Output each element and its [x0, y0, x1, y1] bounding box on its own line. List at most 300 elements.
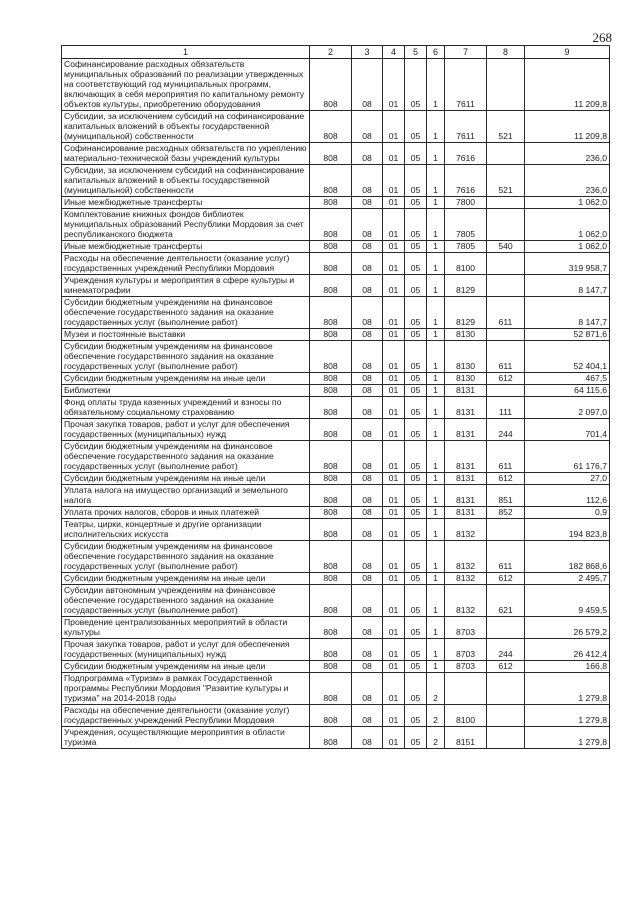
code-cell-c8: 612: [487, 373, 525, 385]
row-name-cell: Субсидии бюджетным учреждениям на иные цели: [62, 573, 310, 585]
code-cell-c4: 01: [383, 639, 405, 661]
code-cell-c4: 01: [383, 673, 405, 705]
code-cell-c4: 01: [383, 617, 405, 639]
row-name-cell: Субсидии, за исключением субсидий на софинансирование капитальных вложений в объекты государственной (муниципальной) собственности: [62, 165, 310, 197]
code-cell-c3: 08: [352, 373, 383, 385]
table-row: [62, 705, 610, 727]
code-cell-c8: 611: [487, 441, 525, 473]
row-name-cell: Субсидии бюджетным учреждениям на иные цели: [62, 473, 310, 485]
code-cell-c2: 808: [310, 143, 352, 165]
code-cell-c3: 08: [352, 661, 383, 673]
code-cell-c7: 8131: [445, 385, 487, 397]
amount-cell: 166,8: [525, 661, 610, 673]
code-cell-c6: 1: [427, 441, 445, 473]
code-cell-c6: 1: [427, 639, 445, 661]
amount-cell: 236,0: [525, 143, 610, 165]
code-cell-c6: 1: [427, 59, 445, 111]
row-name-cell: Субсидии автономным учреждениям на финансовое обеспечение государственного задания на оказание государственных услуг (выполнение работ): [62, 585, 310, 617]
amount-cell: 11 209,8: [525, 59, 610, 111]
code-cell-c3: 08: [352, 165, 383, 197]
code-cell-c3: 08: [352, 639, 383, 661]
row-name-cell: Уплата налога на имущество организаций и земельного налога: [62, 485, 310, 507]
row-name-cell: Субсидии бюджетным учреждениям на финансовое обеспечение государственного задания на оказание государственных услуг (выполнение работ): [62, 541, 310, 573]
table-row: [62, 275, 610, 297]
code-cell-c3: 08: [352, 705, 383, 727]
code-cell-c7: 8130: [445, 341, 487, 373]
code-cell-c6: 1: [427, 143, 445, 165]
code-cell-c2: 808: [310, 507, 352, 519]
code-cell-c8: [487, 519, 525, 541]
code-cell-c5: 05: [405, 209, 427, 241]
code-cell-c3: 08: [352, 209, 383, 241]
code-cell-c2: 808: [310, 275, 352, 297]
code-cell-c2: 808: [310, 727, 352, 749]
code-cell-c7: 8131: [445, 397, 487, 419]
code-cell-c8: [487, 329, 525, 341]
row-name-cell: Театры, цирки, концертные и другие организации исполнительских искусств: [62, 519, 310, 541]
code-cell-c6: 1: [427, 507, 445, 519]
code-cell-c6: 1: [427, 661, 445, 673]
code-cell-c2: 808: [310, 241, 352, 253]
code-cell-c8: 540: [487, 241, 525, 253]
code-cell-c7: 7616: [445, 165, 487, 197]
code-cell-c2: 808: [310, 673, 352, 705]
code-cell-c5: 05: [405, 341, 427, 373]
code-cell-c6: 1: [427, 519, 445, 541]
code-cell-c6: 2: [427, 673, 445, 705]
column-header-6: 6: [427, 46, 445, 59]
code-cell-c7: 8131: [445, 419, 487, 441]
table-row: [62, 507, 610, 519]
code-cell-c3: 08: [352, 341, 383, 373]
amount-cell: 26 579,2: [525, 617, 610, 639]
row-name-cell: Субсидии бюджетным учреждениям на иные цели: [62, 661, 310, 673]
amount-cell: 1 279,8: [525, 705, 610, 727]
table-row: [62, 397, 610, 419]
column-header-7: 7: [445, 46, 487, 59]
code-cell-c3: 08: [352, 143, 383, 165]
code-cell-c2: 808: [310, 397, 352, 419]
row-name-cell: Уплата прочих налогов, сборов и иных платежей: [62, 507, 310, 519]
code-cell-c4: 01: [383, 297, 405, 329]
code-cell-c5: 05: [405, 385, 427, 397]
code-cell-c3: 08: [352, 111, 383, 143]
code-cell-c6: 1: [427, 397, 445, 419]
column-header-2: 2: [310, 46, 352, 59]
code-cell-c5: 05: [405, 639, 427, 661]
code-cell-c8: 612: [487, 661, 525, 673]
amount-cell: 2 495,7: [525, 573, 610, 585]
page-number: 268: [592, 30, 612, 45]
row-name-cell: Комплектование книжных фондов библиотек муниципальных образований Республики Мордовия за счет республиканского бюджета: [62, 209, 310, 241]
code-cell-c4: 01: [383, 59, 405, 111]
code-cell-c5: 05: [405, 617, 427, 639]
code-cell-c5: 05: [405, 441, 427, 473]
table-row: [62, 661, 610, 673]
code-cell-c7: 8129: [445, 275, 487, 297]
code-cell-c5: 05: [405, 297, 427, 329]
amount-cell: 0,9: [525, 507, 610, 519]
code-cell-c5: 05: [405, 661, 427, 673]
code-cell-c5: 05: [405, 727, 427, 749]
code-cell-c5: 05: [405, 419, 427, 441]
code-cell-c4: 01: [383, 585, 405, 617]
column-header-8: 8: [487, 46, 525, 59]
amount-cell: 236,0: [525, 165, 610, 197]
code-cell-c4: 01: [383, 507, 405, 519]
code-cell-c6: 2: [427, 705, 445, 727]
code-cell-c8: [487, 385, 525, 397]
row-name-cell: Подпрограмма «Туризм» в рамках Государственной программы Республики Мордовия "Развитие культуры и туризма" на 2014-2018 годы: [62, 673, 310, 705]
code-cell-c6: 1: [427, 253, 445, 275]
row-name-cell: Учреждения культуры и мероприятия в сфере культуры и кинематографии: [62, 275, 310, 297]
code-cell-c2: 808: [310, 197, 352, 209]
code-cell-c6: 1: [427, 241, 445, 253]
code-cell-c5: 05: [405, 705, 427, 727]
row-name-cell: Фонд оплаты труда казенных учреждений и взносы по обязательному социальному страхованию: [62, 397, 310, 419]
code-cell-c8: 521: [487, 111, 525, 143]
column-header-4: 4: [383, 46, 405, 59]
code-cell-c5: 05: [405, 165, 427, 197]
code-cell-c6: 1: [427, 419, 445, 441]
code-cell-c4: 01: [383, 385, 405, 397]
table-row: [62, 441, 610, 473]
code-cell-c6: 1: [427, 197, 445, 209]
code-cell-c3: 08: [352, 419, 383, 441]
code-cell-c4: 01: [383, 241, 405, 253]
code-cell-c8: 611: [487, 541, 525, 573]
code-cell-c2: 808: [310, 209, 352, 241]
code-cell-c2: 808: [310, 341, 352, 373]
code-cell-c4: 01: [383, 143, 405, 165]
amount-cell: 8 147,7: [525, 275, 610, 297]
code-cell-c4: 01: [383, 541, 405, 573]
code-cell-c6: 1: [427, 373, 445, 385]
amount-cell: 112,6: [525, 485, 610, 507]
code-cell-c3: 08: [352, 297, 383, 329]
row-name-cell: Иные межбюджетные трансферты: [62, 197, 310, 209]
code-cell-c2: 808: [310, 617, 352, 639]
code-cell-c6: 1: [427, 297, 445, 329]
code-cell-c8: 244: [487, 639, 525, 661]
code-cell-c7: 7611: [445, 111, 487, 143]
code-cell-c5: 05: [405, 143, 427, 165]
code-cell-c8: [487, 209, 525, 241]
code-cell-c4: 01: [383, 661, 405, 673]
code-cell-c7: 8131: [445, 507, 487, 519]
row-name-cell: Расходы на обеспечение деятельности (оказание услуг) государственных учреждений Республики Мордовия: [62, 253, 310, 275]
code-cell-c3: 08: [352, 397, 383, 419]
code-cell-c8: [487, 673, 525, 705]
code-cell-c4: 01: [383, 341, 405, 373]
code-cell-c6: 1: [427, 165, 445, 197]
row-name-cell: Софинансирование расходных обязательств муниципальных образований по реализации утвержденных на соответствующий год муниципальных программ, включающих в себя мероприятия по капитальному ремонту объектов культуры, приобретению оборудования: [62, 59, 310, 111]
row-name-cell: Учреждения, осуществляющие мероприятия в области туризма: [62, 727, 310, 749]
row-name-cell: Субсидии бюджетным учреждениям на иные цели: [62, 373, 310, 385]
code-cell-c3: 08: [352, 485, 383, 507]
code-cell-c4: 01: [383, 705, 405, 727]
code-cell-c6: 1: [427, 473, 445, 485]
code-cell-c5: 05: [405, 397, 427, 419]
table-row: [62, 165, 610, 197]
code-cell-c7: 7805: [445, 209, 487, 241]
code-cell-c5: 05: [405, 507, 427, 519]
code-cell-c6: 1: [427, 111, 445, 143]
code-cell-c8: [487, 727, 525, 749]
amount-cell: 1 062,0: [525, 209, 610, 241]
code-cell-c5: 05: [405, 519, 427, 541]
code-cell-c6: 1: [427, 585, 445, 617]
table-body: [62, 59, 610, 749]
code-cell-c8: [487, 275, 525, 297]
table-row: [62, 197, 610, 209]
code-cell-c3: 08: [352, 507, 383, 519]
code-cell-c7: 8703: [445, 639, 487, 661]
code-cell-c2: 808: [310, 473, 352, 485]
code-cell-c2: 808: [310, 59, 352, 111]
table-row: [62, 727, 610, 749]
code-cell-c7: 8132: [445, 519, 487, 541]
code-cell-c7: 8132: [445, 585, 487, 617]
amount-cell: 8 147,7: [525, 297, 610, 329]
code-cell-c2: 808: [310, 705, 352, 727]
code-cell-c4: 01: [383, 397, 405, 419]
code-cell-c2: 808: [310, 639, 352, 661]
code-cell-c4: 01: [383, 485, 405, 507]
amount-cell: 2 097,0: [525, 397, 610, 419]
code-cell-c8: [487, 617, 525, 639]
table-row: [62, 253, 610, 275]
row-name-cell: Иные межбюджетные трансферты: [62, 241, 310, 253]
code-cell-c8: 611: [487, 341, 525, 373]
row-name-cell: Проведение централизованных мероприятий в области культуры: [62, 617, 310, 639]
row-name-cell: Субсидии, за исключением субсидий на софинансирование капитальных вложений в объекты государственной (муниципальной) собственности: [62, 111, 310, 143]
code-cell-c7: 8100: [445, 253, 487, 275]
column-header-9: 9: [525, 46, 610, 59]
code-cell-c7: 8100: [445, 705, 487, 727]
code-cell-c7: 8132: [445, 573, 487, 585]
code-cell-c2: 808: [310, 519, 352, 541]
code-cell-c7: 8703: [445, 661, 487, 673]
table-row: [62, 541, 610, 573]
code-cell-c3: 08: [352, 519, 383, 541]
amount-cell: 52 404,1: [525, 341, 610, 373]
row-name-cell: Софинансирование расходных обязательств по укреплению материально-технической базы учреждений культуры: [62, 143, 310, 165]
code-cell-c5: 05: [405, 59, 427, 111]
code-cell-c6: 1: [427, 541, 445, 573]
amount-cell: 194 823,8: [525, 519, 610, 541]
code-cell-c2: 808: [310, 111, 352, 143]
code-cell-c2: 808: [310, 373, 352, 385]
row-name-cell: Библиотеки: [62, 385, 310, 397]
row-name-cell: Субсидии бюджетным учреждениям на финансовое обеспечение государственного задания на оказание государственных услуг (выполнение работ): [62, 297, 310, 329]
code-cell-c4: 01: [383, 573, 405, 585]
code-cell-c4: 01: [383, 419, 405, 441]
code-cell-c3: 08: [352, 241, 383, 253]
table-row: [62, 111, 610, 143]
code-cell-c2: 808: [310, 661, 352, 673]
amount-cell: 319 958,7: [525, 253, 610, 275]
table-row: [62, 419, 610, 441]
code-cell-c8: 621: [487, 585, 525, 617]
amount-cell: 467,5: [525, 373, 610, 385]
code-cell-c2: 808: [310, 385, 352, 397]
amount-cell: 1 062,0: [525, 241, 610, 253]
code-cell-c8: [487, 143, 525, 165]
code-cell-c7: 8151: [445, 727, 487, 749]
code-cell-c7: 8130: [445, 373, 487, 385]
code-cell-c6: 1: [427, 617, 445, 639]
table-row: [62, 673, 610, 705]
code-cell-c7: 7805: [445, 241, 487, 253]
row-name-cell: Прочая закупка товаров, работ и услуг для обеспечения государственных (муниципальных) нужд: [62, 419, 310, 441]
code-cell-c4: 01: [383, 373, 405, 385]
table-row: [62, 341, 610, 373]
column-header-5: 5: [405, 46, 427, 59]
code-cell-c5: 05: [405, 673, 427, 705]
code-cell-c3: 08: [352, 541, 383, 573]
table-row: [62, 519, 610, 541]
code-cell-c2: 808: [310, 165, 352, 197]
code-cell-c5: 05: [405, 111, 427, 143]
code-cell-c3: 08: [352, 573, 383, 585]
code-cell-c5: 05: [405, 541, 427, 573]
code-cell-c2: 808: [310, 441, 352, 473]
table-row: [62, 639, 610, 661]
code-cell-c4: 01: [383, 197, 405, 209]
code-cell-c3: 08: [352, 385, 383, 397]
amount-cell: 26 412,4: [525, 639, 610, 661]
code-cell-c5: 05: [405, 585, 427, 617]
table-row: [62, 473, 610, 485]
code-cell-c6: 1: [427, 209, 445, 241]
code-cell-c5: 05: [405, 485, 427, 507]
code-cell-c7: 7616: [445, 143, 487, 165]
code-cell-c7: 8129: [445, 297, 487, 329]
code-cell-c8: 851: [487, 485, 525, 507]
code-cell-c8: 111: [487, 397, 525, 419]
row-name-cell: Музеи и постоянные выставки: [62, 329, 310, 341]
code-cell-c2: 808: [310, 419, 352, 441]
code-cell-c3: 08: [352, 585, 383, 617]
table-header: [62, 46, 610, 59]
code-cell-c8: 852: [487, 507, 525, 519]
row-name-cell: Субсидии бюджетным учреждениям на финансовое обеспечение государственного задания на оказание государственных услуг (выполнение работ): [62, 441, 310, 473]
budget-table: [61, 45, 610, 749]
code-cell-c5: 05: [405, 197, 427, 209]
code-cell-c7: 8703: [445, 617, 487, 639]
code-cell-c5: 05: [405, 573, 427, 585]
table-row: [62, 617, 610, 639]
table-row: [62, 573, 610, 585]
amount-cell: 1 279,8: [525, 673, 610, 705]
code-cell-c6: 2: [427, 727, 445, 749]
code-cell-c4: 01: [383, 519, 405, 541]
code-cell-c2: 808: [310, 485, 352, 507]
table-row: [62, 485, 610, 507]
amount-cell: 27,0: [525, 473, 610, 485]
column-header-3: 3: [352, 46, 383, 59]
code-cell-c8: 521: [487, 165, 525, 197]
code-cell-c3: 08: [352, 473, 383, 485]
code-cell-c2: 808: [310, 297, 352, 329]
code-cell-c7: 8131: [445, 473, 487, 485]
code-cell-c4: 01: [383, 275, 405, 297]
code-cell-c7: 8131: [445, 441, 487, 473]
code-cell-c5: 05: [405, 253, 427, 275]
code-cell-c8: 611: [487, 297, 525, 329]
code-cell-c4: 01: [383, 209, 405, 241]
code-cell-c5: 05: [405, 473, 427, 485]
code-cell-c8: [487, 705, 525, 727]
code-cell-c4: 01: [383, 473, 405, 485]
code-cell-c8: 612: [487, 473, 525, 485]
code-cell-c5: 05: [405, 275, 427, 297]
code-cell-c7: [445, 673, 487, 705]
row-name-cell: Расходы на обеспечение деятельности (оказание услуг) государственных учреждений Республики Мордовия: [62, 705, 310, 727]
code-cell-c8: 612: [487, 573, 525, 585]
code-cell-c4: 01: [383, 441, 405, 473]
code-cell-c3: 08: [352, 59, 383, 111]
code-cell-c7: 7800: [445, 197, 487, 209]
code-cell-c6: 1: [427, 329, 445, 341]
table-row: [62, 209, 610, 241]
amount-cell: 182 868,6: [525, 541, 610, 573]
code-cell-c2: 808: [310, 541, 352, 573]
amount-cell: 11 209,8: [525, 111, 610, 143]
table-row: [62, 385, 610, 397]
table-row: [62, 585, 610, 617]
column-header-1: 1: [62, 46, 310, 59]
code-cell-c7: 8130: [445, 329, 487, 341]
code-cell-c6: 1: [427, 573, 445, 585]
header-row: [62, 46, 610, 59]
code-cell-c8: 244: [487, 419, 525, 441]
table-row: [62, 373, 610, 385]
code-cell-c6: 1: [427, 385, 445, 397]
code-cell-c3: 08: [352, 441, 383, 473]
table-row: [62, 297, 610, 329]
code-cell-c7: 8132: [445, 541, 487, 573]
code-cell-c4: 01: [383, 165, 405, 197]
row-name-cell: Прочая закупка товаров, работ и услуг для обеспечения государственных (муниципальных) нужд: [62, 639, 310, 661]
code-cell-c5: 05: [405, 241, 427, 253]
code-cell-c2: 808: [310, 329, 352, 341]
amount-cell: 1 062,0: [525, 197, 610, 209]
code-cell-c3: 08: [352, 673, 383, 705]
code-cell-c3: 08: [352, 329, 383, 341]
code-cell-c7: 8131: [445, 485, 487, 507]
amount-cell: 1 279,8: [525, 727, 610, 749]
code-cell-c8: [487, 253, 525, 275]
code-cell-c4: 01: [383, 329, 405, 341]
code-cell-c3: 08: [352, 617, 383, 639]
code-cell-c8: [487, 197, 525, 209]
code-cell-c7: 7611: [445, 59, 487, 111]
code-cell-c2: 808: [310, 573, 352, 585]
code-cell-c2: 808: [310, 253, 352, 275]
code-cell-c2: 808: [310, 585, 352, 617]
code-cell-c4: 01: [383, 253, 405, 275]
amount-cell: 52 871,6: [525, 329, 610, 341]
code-cell-c4: 01: [383, 727, 405, 749]
amount-cell: 701,4: [525, 419, 610, 441]
amount-cell: 61 176,7: [525, 441, 610, 473]
row-name-cell: Субсидии бюджетным учреждениям на финансовое обеспечение государственного задания на оказание государственных услуг (выполнение работ): [62, 341, 310, 373]
code-cell-c6: 1: [427, 341, 445, 373]
code-cell-c5: 05: [405, 373, 427, 385]
code-cell-c4: 01: [383, 111, 405, 143]
